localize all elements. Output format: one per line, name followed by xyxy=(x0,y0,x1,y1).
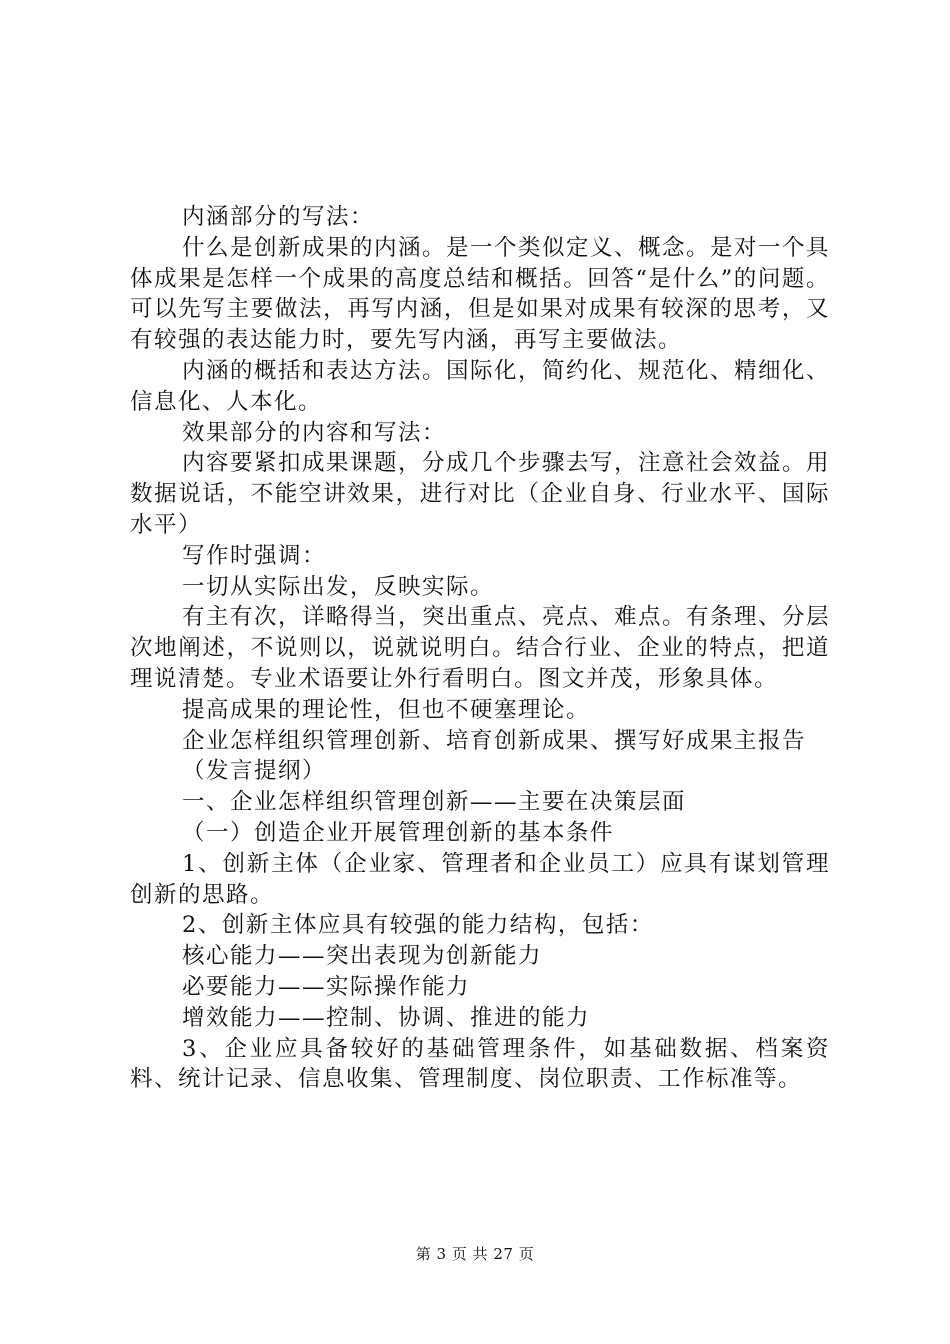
paragraph: 写作时强调： xyxy=(182,542,327,569)
paragraph: 3、企业应具备较好的基础管理条件，如基础数据、档案资料、统计记录、信息收集、管理制度、岗位职责、工作标准等。 xyxy=(130,1035,830,1093)
paragraph: 企业怎样组织管理创新、培育创新成果、撰写好成果主报告 xyxy=(182,727,807,754)
paragraph: 什么是创新成果的内涵。是一个类似定义、概念。是对一个具体成果是怎样一个成果的高度总结和概括。回答“是什么”的问题。可以先写主要做法，再写内涵，但是如果对成果有较深的思考，又有较强的表达能力时，要先写内涵，再写主要做法。 xyxy=(130,234,831,354)
paragraph: 核心能力——突出表现为创新能力 xyxy=(182,943,543,970)
paragraph: 必要能力——实际操作能力 xyxy=(182,973,471,1000)
document-body xyxy=(130,202,830,1095)
paragraph: 一、企业怎样组织管理创新——主要在决策层面 xyxy=(182,789,687,816)
paragraph: 有主有次，详略得当，突出重点、亮点、难点。有条理、分层次地阐述，不说则以，说就说明白。结合行业、企业的特点，把道理说清楚。专业术语要让外行看明白。图文并茂，形象具体。 xyxy=(130,604,831,692)
paragraph: 2、创新主体应具有较强的能力结构，包括： xyxy=(182,912,654,939)
paragraph: 效果部分的内容和写法： xyxy=(182,419,447,446)
paragraph: 提高成果的理论性，但也不硬塞理论。 xyxy=(182,696,591,723)
paragraph: （发言提纲） xyxy=(182,758,327,785)
paragraph: 内涵的概括和表达方法。国际化，简约化、规范化、精细化、信息化、人本化。 xyxy=(130,357,831,415)
paragraph: 1、创新主体（企业家、管理者和企业员工）应具有谋划管理创新的思路。 xyxy=(130,850,830,908)
page-footer xyxy=(0,1243,950,1264)
paragraph: （一）创造企业开展管理创新的基本条件 xyxy=(182,819,615,846)
paragraph: 内容要紧扣成果课题，分成几个步骤去写，注意社会效益。用数据说话，不能空讲效果，进行对比（企业自身、行业水平、国际水平） xyxy=(130,450,831,538)
page-number: 第 3 页 共 27 页 xyxy=(415,1245,535,1263)
paragraph: 一切从实际出发，反映实际。 xyxy=(182,573,495,600)
paragraph: 增效能力——控制、协调、推进的能力 xyxy=(182,1004,591,1031)
paragraph: 内涵部分的写法： xyxy=(182,204,375,230)
